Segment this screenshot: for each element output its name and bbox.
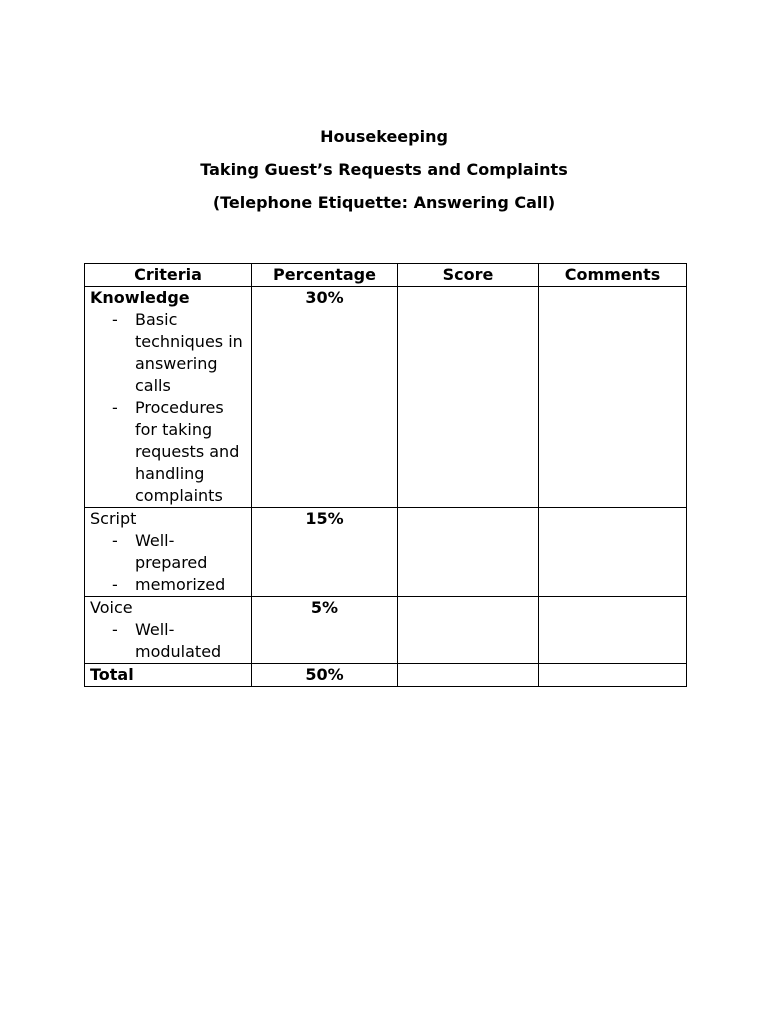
total-label: Total [85, 664, 252, 687]
criteria-cell [85, 508, 252, 597]
list-item-text: Procedures for taking requests and handling complaints [135, 398, 240, 505]
rubric-table [84, 263, 687, 687]
total-row [85, 664, 687, 687]
header-percentage: Percentage [252, 264, 398, 287]
criteria-cell [85, 597, 252, 664]
total-comments-cell [539, 664, 687, 687]
list-item [112, 574, 246, 596]
criterion-items [90, 309, 246, 507]
criterion-name: Script [90, 509, 137, 528]
bullet-dash: - [112, 398, 118, 417]
table-row [85, 597, 687, 664]
score-cell [398, 508, 539, 597]
list-item-text: Well-modulated [135, 620, 222, 661]
document-titles [0, 126, 768, 225]
list-item [112, 397, 246, 507]
list-item-text: memorized [135, 575, 226, 594]
total-percentage: 50% [252, 664, 398, 687]
list-item [112, 619, 246, 663]
comments-cell [539, 597, 687, 664]
criteria-cell [85, 287, 252, 508]
bullet-dash: - [112, 531, 118, 550]
list-item-text: Well-prepared [135, 531, 208, 572]
criterion-items [90, 619, 246, 663]
table-row [85, 508, 687, 597]
list-item [112, 309, 246, 397]
header-score: Score [398, 264, 539, 287]
list-item [112, 530, 246, 574]
criterion-name: Voice [90, 598, 133, 617]
score-cell [398, 287, 539, 508]
comments-cell [539, 508, 687, 597]
percentage-cell: 30% [252, 287, 398, 508]
title-topic: (Telephone Etiquette: Answering Call) [212, 193, 556, 212]
comments-cell [539, 287, 687, 508]
criterion-name: Knowledge [90, 288, 190, 307]
percentage-cell: 15% [252, 508, 398, 597]
bullet-dash: - [112, 575, 118, 594]
percentage-cell: 5% [252, 597, 398, 664]
table-row [85, 287, 687, 508]
score-cell [398, 597, 539, 664]
table-header-row [85, 264, 687, 287]
header-criteria: Criteria [85, 264, 252, 287]
list-item-text: Basic techniques in answering calls [135, 310, 243, 395]
criterion-items [90, 530, 246, 596]
bullet-dash: - [112, 620, 118, 639]
title-subject: Taking Guest’s Requests and Complaints [200, 160, 568, 179]
title-housekeeping: Housekeeping [320, 127, 448, 146]
header-comments: Comments [539, 264, 687, 287]
bullet-dash: - [112, 310, 118, 329]
total-score-cell [398, 664, 539, 687]
